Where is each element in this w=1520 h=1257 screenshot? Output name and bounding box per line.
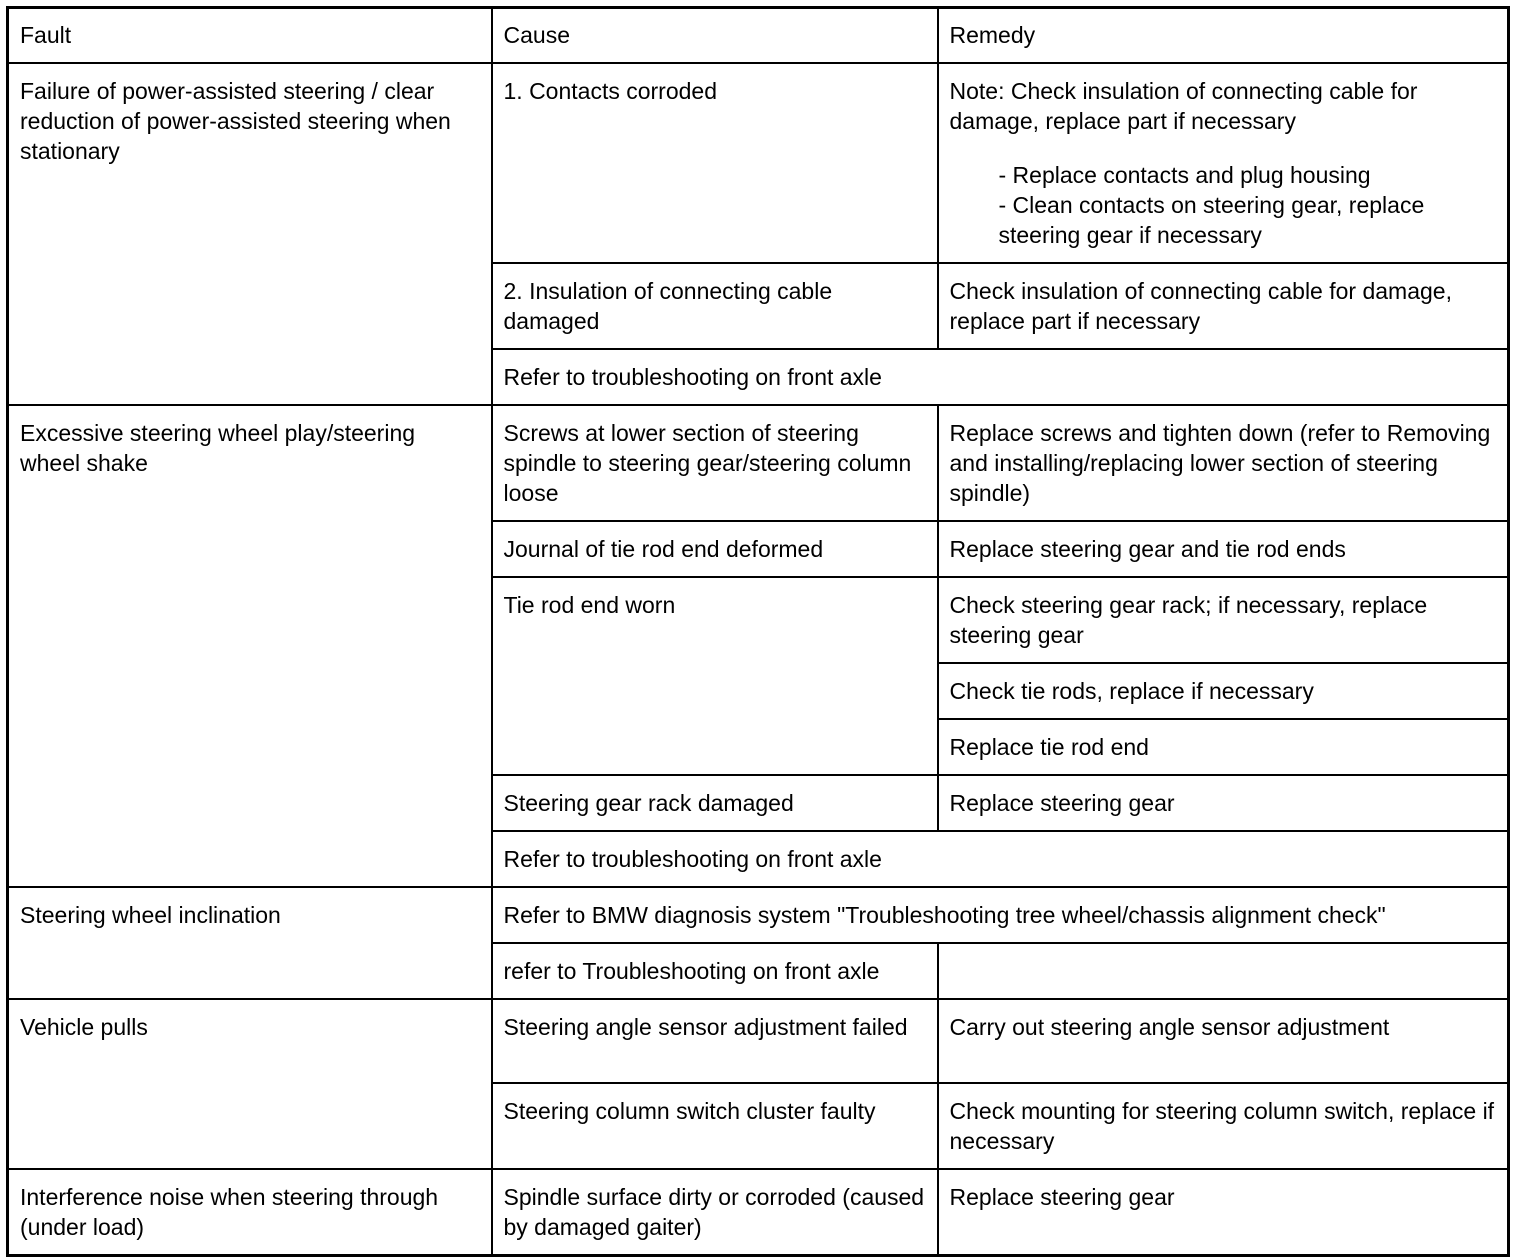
remedy-cell: Check tie rods, replace if necessary <box>938 663 1509 719</box>
remedy-cell: Replace steering gear and tie rod ends <box>938 521 1509 577</box>
fault-cell: Excessive steering wheel play/steering wheel shake <box>8 405 492 887</box>
cause-cell: Tie rod end worn <box>492 577 938 775</box>
cause-cell: Steering gear rack damaged <box>492 775 938 831</box>
table-row <box>8 1169 1509 1256</box>
cause-cell: Steering column switch cluster faulty <box>492 1083 938 1169</box>
remedy-cell: Check steering gear rack; if necessary, replace steering gear <box>938 577 1509 663</box>
header-row <box>8 8 1509 64</box>
cause-cell: Journal of tie rod end deformed <box>492 521 938 577</box>
remedy-list-item: - Clean contacts on steering gear, replace steering gear if necessary <box>998 192 1425 248</box>
header-cause: Cause <box>492 8 938 64</box>
remedy-cell: Check insulation of connecting cable for damage, replace part if necessary <box>938 263 1509 349</box>
remedy-cell: Carry out steering angle sensor adjustment <box>938 999 1509 1083</box>
remedy-cell: Replace steering gear <box>938 1169 1509 1256</box>
fault-cell: Vehicle pulls <box>8 999 492 1169</box>
table-row <box>8 405 1509 521</box>
refer-cell: Refer to troubleshooting on front axle <box>492 349 1509 405</box>
table-row <box>8 999 1509 1083</box>
troubleshooting-table <box>6 6 1510 1257</box>
remedy-cell: Replace tie rod end <box>938 719 1509 775</box>
table-row <box>8 63 1509 263</box>
remedy-list-item: - Replace contacts and plug housing <box>998 162 1371 188</box>
remedy-cell <box>938 63 1509 263</box>
cause-cell: Spindle surface dirty or corroded (caused by damaged gaiter) <box>492 1169 938 1256</box>
remedy-note: Note: Check insulation of connecting cable for damage, replace part if necessary <box>949 78 1418 134</box>
cause-cell: Screws at lower section of steering spindle to steering gear/steering column loose <box>492 405 938 521</box>
refer-cell: Refer to troubleshooting on front axle <box>492 831 1509 887</box>
remedy-list <box>950 160 1497 250</box>
cause-cell: 2. Insulation of connecting cable damaged <box>492 263 938 349</box>
remedy-cell: Check mounting for steering column switch, replace if necessary <box>938 1083 1509 1169</box>
fault-cell: Interference noise when steering through (under load) <box>8 1169 492 1256</box>
header-remedy: Remedy <box>938 8 1509 64</box>
cause-cell: Steering angle sensor adjustment failed <box>492 999 938 1083</box>
cause-cell: 1. Contacts corroded <box>492 63 938 263</box>
fault-cell: Failure of power-assisted steering / clear reduction of power-assisted steering when stationary <box>8 63 492 405</box>
cause-cell: Refer to BMW diagnosis system "Troubleshooting tree wheel/chassis alignment check" <box>492 887 1509 943</box>
remedy-cell <box>938 943 1509 999</box>
header-fault: Fault <box>8 8 492 64</box>
cause-cell: refer to Troubleshooting on front axle <box>492 943 938 999</box>
fault-cell: Steering wheel inclination <box>8 887 492 999</box>
remedy-cell: Replace screws and tighten down (refer to Removing and installing/replacing lower section of steering spindle) <box>938 405 1509 521</box>
table-row <box>8 887 1509 943</box>
remedy-cell: Replace steering gear <box>938 775 1509 831</box>
